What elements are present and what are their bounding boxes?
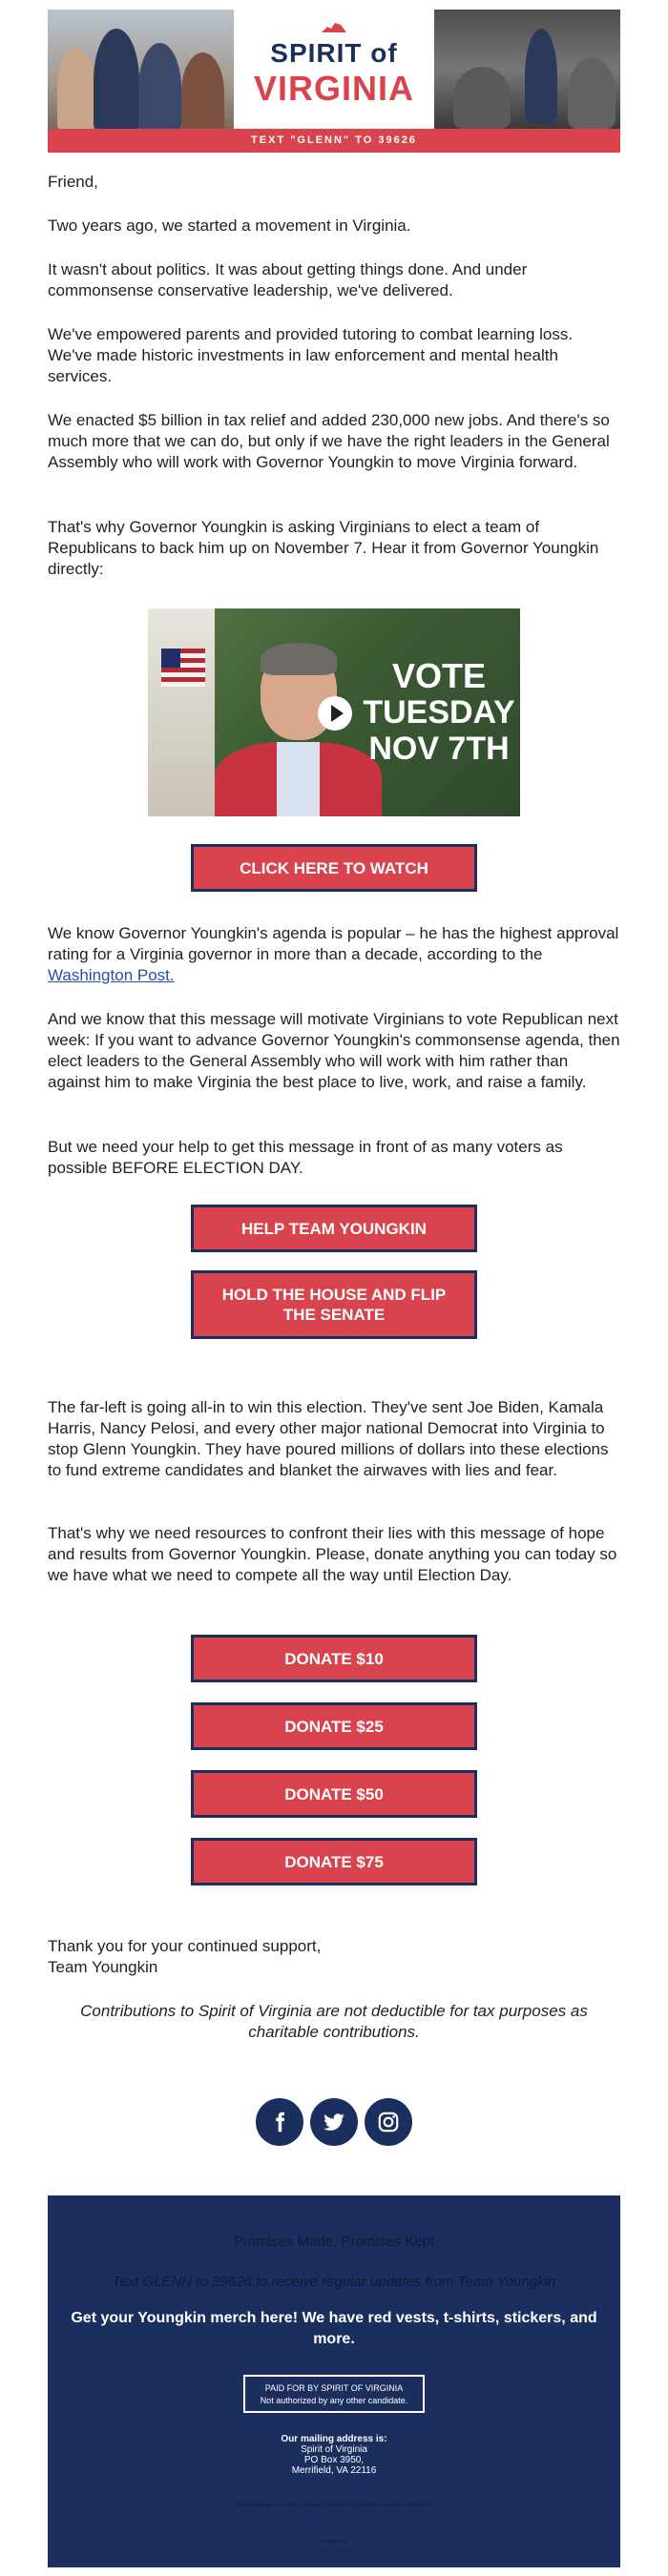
spirit-of-virginia-logo	[234, 10, 434, 129]
signature: Team Youngkin	[48, 1958, 158, 1976]
paragraph-text: We know Governor Youngkin's agenda is popular – he has the highest approval rating for a Virginia governor in more than a decade, according to the	[48, 924, 619, 963]
logo-spirit-text: SPIRIT of	[270, 38, 398, 68]
donate-10-button[interactable]: DONATE $10	[191, 1635, 477, 1682]
mailing-line: Merrifield, VA 22116	[291, 2465, 377, 2476]
unsubscribe-link[interactable]: Unsubscribe	[321, 2539, 347, 2545]
vote-tuesday-caption	[363, 658, 515, 767]
text-updates-note: Text GLENN to 39626 to receive regular updates from Team Youngkin	[112, 2274, 556, 2290]
paid-for-by-box	[243, 2375, 425, 2413]
house-background	[148, 608, 215, 816]
paragraph: The far-left is going all-in to win this election. They've sent Joe Biden, Kamala Harris, Nancy Pelosi, and every other major national Democrat into Virginia to stop Glenn Youngkin. They have poured millions of dollars into these elections to fund extreme candidates and blanket the airwaves with lies and fear.	[48, 1398, 609, 1479]
recipient-notice: This message was sent to [email]. Don't want to receive our emails anymore?	[236, 2503, 432, 2508]
merch-link[interactable]: Get your Youngkin merch here! We have red vests, t-shirts, stickers, and more.	[71, 2310, 597, 2347]
paragraph: That's why we need resources to confront their lies with this message of hope and results from Governor Youngkin. Please, donate anything you can today so we have what we need to compete all the way until Election Day.	[48, 1524, 617, 1584]
header-banner	[48, 10, 620, 153]
not-authorized-line: Not authorized by any other candidate.	[260, 2396, 408, 2405]
paragraph: But we need your help to get this message in front of as many voters as possible BEFORE ELECTION DAY.	[48, 1138, 563, 1177]
nov-7th-word: NOV 7TH	[368, 731, 510, 767]
rally-photo	[434, 10, 620, 129]
tuesday-word: TUESDAY	[363, 694, 515, 731]
paragraph: Two years ago, we started a movement in Virginia.	[48, 216, 411, 235]
donate-75-button[interactable]: DONATE $75	[191, 1838, 477, 1886]
closing-line: Thank you for your continued support,	[48, 1937, 322, 1955]
twitter-icon[interactable]	[310, 2098, 358, 2146]
footer	[48, 2195, 620, 2567]
logo-virginia-text: VIRGINIA	[253, 69, 414, 108]
footer-slogan: Promises Made, Promises Kept	[233, 2234, 435, 2250]
vote-word: VOTE	[391, 656, 486, 695]
facebook-icon[interactable]	[256, 2098, 303, 2146]
hold-house-flip-senate-button[interactable]: HOLD THE HOUSE AND FLIP THE SENATE	[191, 1270, 477, 1339]
video-thumbnail[interactable]	[148, 608, 520, 816]
paragraph	[48, 923, 620, 986]
family-photo	[48, 10, 234, 129]
help-team-youngkin-button[interactable]: HELP TEAM YOUNGKIN	[191, 1205, 477, 1252]
speaker-hair	[261, 643, 337, 675]
paragraph: We enacted $5 billion in tax relief and added 230,000 new jobs. And there's so much more that we can do, but only if we have the right leaders in the General Assembly who will work with Governor Youngkin to move Virginia forward.	[48, 411, 610, 471]
virginia-state-icon	[322, 21, 346, 34]
donate-50-button[interactable]: DONATE $50	[191, 1770, 477, 1818]
washington-post-link[interactable]: Washington Post.	[48, 966, 175, 984]
paragraph: That's why Governor Youngkin is asking Virginians to elect a team of Republicans to back him up on November 7. Hear it from Governor Youngkin directly:	[48, 518, 599, 578]
instagram-icon[interactable]	[365, 2098, 412, 2146]
paragraph: It wasn't about politics. It was about getting things done. And under commonsense conservative leadership, we've delivered.	[48, 260, 528, 299]
speaker-shirt	[277, 742, 320, 816]
paid-for-line: PAID FOR BY SPIRIT OF VIRGINIA	[264, 2383, 404, 2393]
play-triangle	[331, 705, 344, 722]
flag-union	[161, 649, 180, 668]
click-here-to-watch-button[interactable]: CLICK HERE TO WATCH	[191, 844, 477, 892]
donate-25-button[interactable]: DONATE $25	[191, 1702, 477, 1750]
mailing-address	[48, 2434, 620, 2476]
greeting: Friend,	[48, 173, 98, 191]
mailing-line: Spirit of Virginia	[301, 2444, 367, 2455]
paragraph: And we know that this message will motivate Virginians to vote Republican next week: If you want to advance Governor Youngkin's commonsense agenda, then elect leaders to the General Assembly who will work with him rather than against him to make Virginia the best place to live, work, and raise a family.	[48, 1010, 620, 1091]
text-glenn-strip: TEXT "GLENN" TO 39626	[48, 129, 620, 153]
mailing-line: PO Box 3950,	[303, 2455, 365, 2465]
mailing-heading: Our mailing address is:	[281, 2434, 387, 2444]
paragraph: We've empowered parents and provided tutoring to combat learning loss. We've made historic investments in law enforcement and mental health services.	[48, 325, 574, 385]
tax-disclaimer: Contributions to Spirit of Virginia are not deductible for tax purposes as charitable contributions.	[80, 2002, 588, 2041]
